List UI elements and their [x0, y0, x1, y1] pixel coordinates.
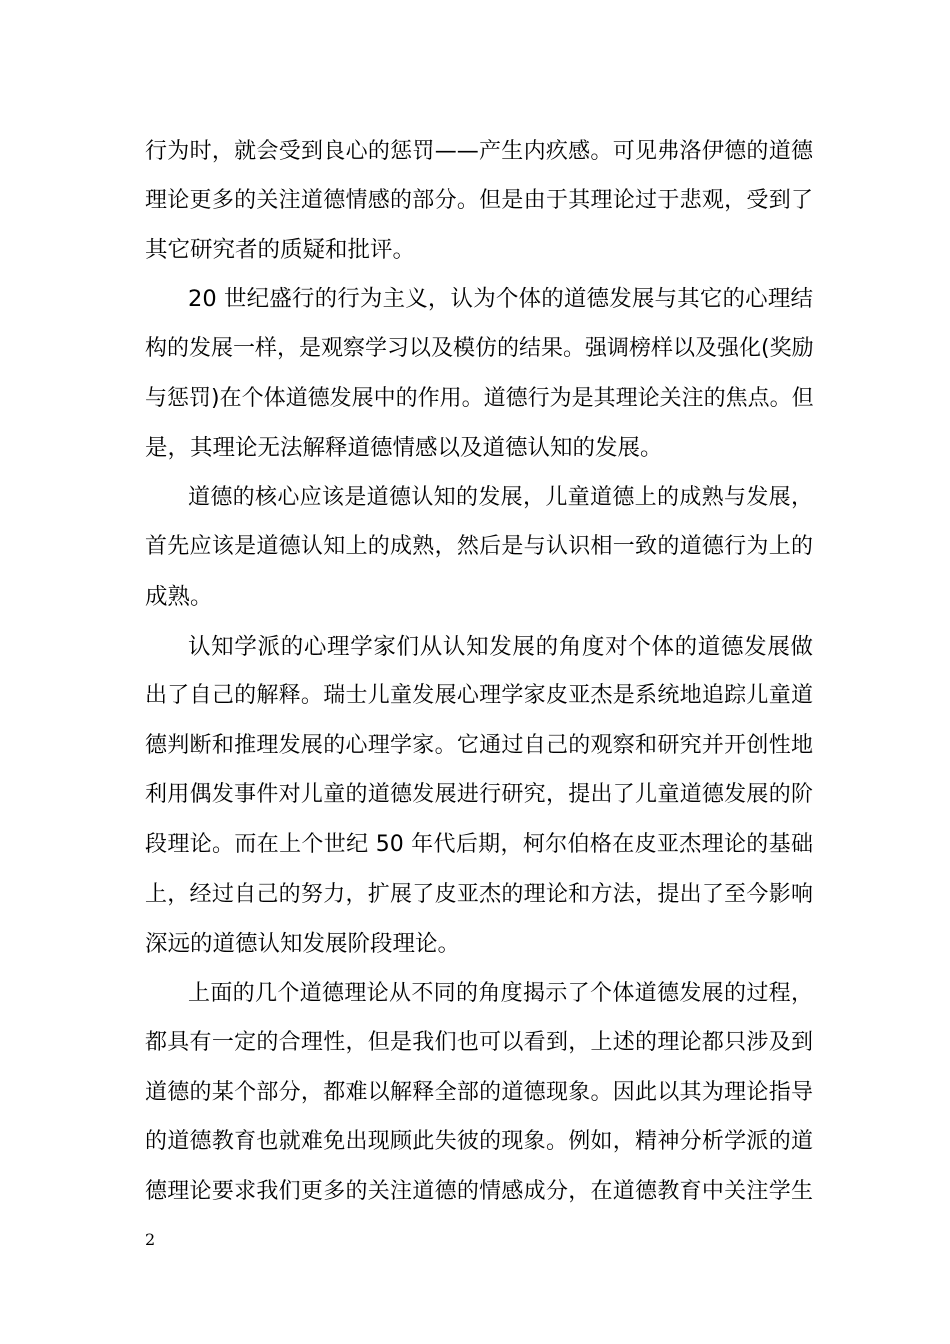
- paragraph-4-line-5: 段理论。而在上个世纪 50 年代后期，柯尔伯格在皮亚杰理论的基础: [145, 832, 813, 857]
- page-number: 2: [145, 1230, 156, 1249]
- paragraph-5-line-3: 道德的某个部分，都难以解释全部的道德现象。因此以其为理论指导: [145, 1080, 813, 1105]
- paragraph-1-line-1: 行为时，就会受到良心的惩罚——产生内疚感。可见弗洛伊德的道德: [145, 139, 813, 164]
- paragraph-4-line-7: 深远的道德认知发展阶段理论。: [145, 931, 461, 957]
- paragraph-4-line-1: 认知学派的心理学家们从认知发展的角度对个体的道德发展做: [188, 634, 813, 660]
- paragraph-3-line-1: 道德的核心应该是道德认知的发展，儿童道德上的成熟与发展，: [188, 485, 813, 510]
- paragraph-2-line-3: 与惩罚)在个体道德发展中的作用。道德行为是其理论关注的焦点。但: [145, 386, 814, 411]
- paragraph-5-line-5: 德理论要求我们更多的关注道德的情感成分，在道德教育中关注学生: [145, 1179, 813, 1204]
- paragraph-3-line-2: 首先应该是道德认知上的成熟，然后是与认识相一致的道德行为上的: [145, 534, 813, 559]
- paragraph-4-line-6: 上，经过自己的努力，扩展了皮亚杰的理论和方法，提出了至今影响: [145, 882, 813, 907]
- paragraph-4-line-4: 利用偶发事件对儿童的道德发展进行研究，提出了儿童道德发展的阶: [145, 782, 813, 807]
- paragraph-4-line-3: 德判断和推理发展的心理学家。它通过自己的观察和研究并开创性地: [145, 733, 813, 758]
- paragraph-5-line-4: 的道德教育也就难免出现顾此失彼的现象。例如，精神分析学派的道: [145, 1129, 813, 1154]
- paragraph-1-line-2: 理论更多的关注道德情感的部分。但是由于其理论过于悲观，受到了: [145, 188, 813, 213]
- paragraph-5-line-1: 上面的几个道德理论从不同的角度揭示了个体道德发展的过程，: [188, 981, 813, 1006]
- paragraph-5-line-2: 都具有一定的合理性，但是我们也可以看到，上述的理论都只涉及到: [145, 1030, 813, 1055]
- paragraph-2-line-2: 构的发展一样，是观察学习以及模仿的结果。强调榜样以及强化(奖励: [145, 336, 814, 361]
- paragraph-1-line-3: 其它研究者的质疑和批评。: [145, 237, 416, 263]
- paragraph-3-line-3: 成熟。: [145, 584, 213, 610]
- paragraph-2-line-1: 20 世纪盛行的行为主义，认为个体的道德发展与其它的心理结: [188, 286, 813, 312]
- paragraph-4-line-2: 出了自己的解释。瑞士儿童发展心理学家皮亚杰是系统地追踪儿童道: [145, 683, 813, 708]
- paragraph-2-line-4: 是，其理论无法解释道德情感以及道德认知的发展。: [145, 435, 663, 461]
